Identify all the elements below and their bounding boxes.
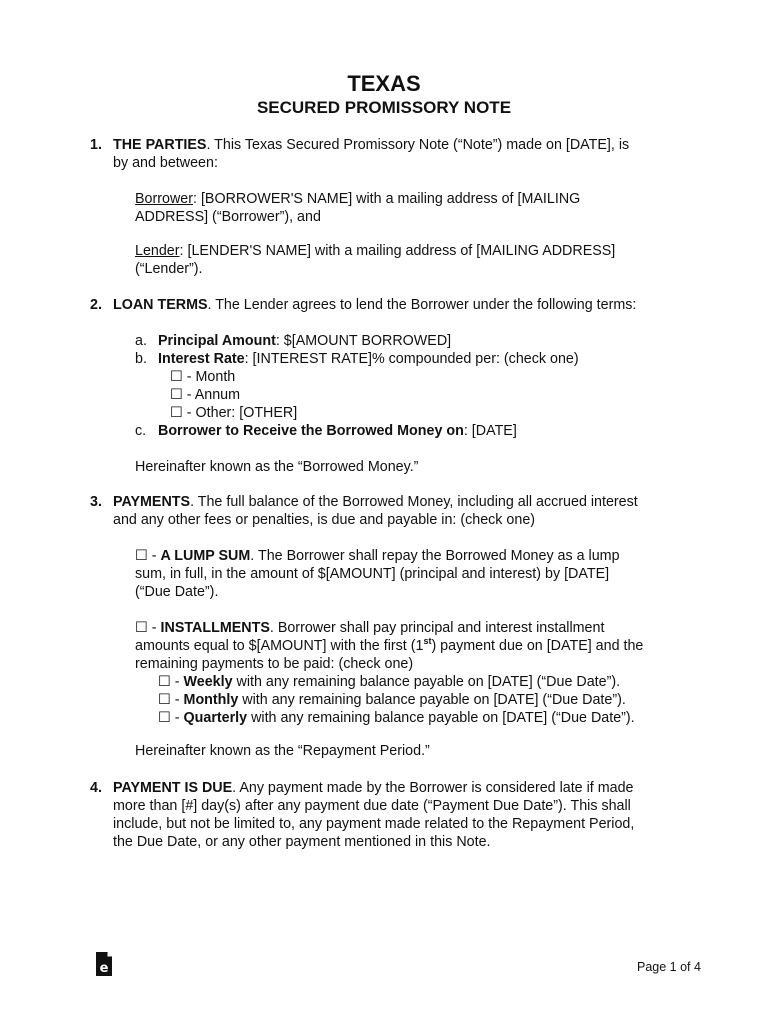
section-body: LOAN TERMS. The Lender agrees to lend the Borrower under the following terms:: [113, 297, 637, 313]
installment-frequency: [158, 673, 635, 727]
section-number: 2.: [90, 297, 102, 313]
borrower-clause: Borrower: [BORROWER'S NAME] with a mailing address of [MAILING ADDRESS] (“Borrower”), and: [135, 191, 581, 225]
section-body: THE PARTIES. This Texas Secured Promissory Note (“Note”) made on [DATE], is by and between:: [113, 137, 630, 171]
section-heading: THE PARTIES: [113, 137, 207, 153]
lender-label: Lender: [135, 243, 180, 259]
lender-clause: Lender: [LENDER'S NAME] with a mailing address of [MAILING ADDRESS] (“Lender”).: [135, 243, 616, 277]
term-principal: a. Principal Amount: $[AMOUNT BORROWED]: [135, 333, 452, 349]
frequency-weekly: ☐ - Weekly with any remaining balance payable on [DATE] (“Due Date”).: [158, 674, 621, 690]
document-subtitle: SECURED PROMISSORY NOTE: [256, 98, 512, 117]
repayment-period-note: Hereinafter known as the “Repayment Period.”: [135, 743, 430, 759]
section-number: 1.: [90, 137, 102, 153]
section-heading: LOAN TERMS: [113, 297, 208, 313]
borrowed-money-note: Hereinafter known as the “Borrowed Money.”: [135, 459, 419, 475]
frequency-quarterly: ☐ - Quarterly with any remaining balance payable on [DATE] (“Due Date”).: [158, 710, 635, 726]
checkbox-monthly[interactable]: ☐ -: [158, 692, 184, 708]
checkbox-option-other[interactable]: ☐ - Other: [OTHER]: [170, 405, 298, 421]
page-number: Page 1 of 4: [637, 960, 701, 974]
section-heading: PAYMENTS: [113, 494, 191, 510]
borrower-label: Borrower: [135, 191, 193, 207]
interest-options: [170, 368, 297, 422]
checkbox-quarterly[interactable]: ☐ -: [158, 710, 184, 726]
section-number: 3.: [90, 494, 102, 510]
section-heading: PAYMENT IS DUE: [113, 780, 233, 796]
section-body: PAYMENTS. The full balance of the Borrowed Money, including all accrued interest and any other fees or penalties, is due and payable in: (check one): [113, 494, 638, 528]
section-number: 4.: [90, 780, 102, 796]
checkbox-option-annum[interactable]: ☐ - Annum: [170, 387, 241, 403]
checkbox-weekly[interactable]: ☐ -: [158, 674, 184, 690]
term-interest-rate: b. Interest Rate: [INTEREST RATE]% compounded per: (check one): [135, 351, 579, 367]
checkbox-lump-sum[interactable]: ☐ -: [135, 548, 161, 564]
option-installments: ☐ - INSTALLMENTS. Borrower shall pay principal and interest installment amounts equal to $[AMOUNT] with the first (1st) payment due on [DATE] and the remaining payments to be paid: (check one): [135, 620, 644, 672]
option-lump-sum: ☐ - A LUMP SUM. The Borrower shall repay the Borrowed Money as a lump sum, in full, in the amount of $[AMOUNT] (principal and interest) by [DATE] (“Due Date”).: [135, 548, 620, 600]
section-body: PAYMENT IS DUE. Any payment made by the Borrower is considered late if made more than [#] day(s) after any payment due date (“Payment Due Date”). This shall include, but not be limited to, any payment made related to the Repayment Period, the Due Date, or any other payment mentioned in this Note.: [113, 780, 635, 850]
svg-text:e: e: [99, 961, 109, 976]
eforms-logo-icon: [94, 951, 114, 977]
checkbox-option-month[interactable]: ☐ - Month: [170, 369, 236, 385]
document-title: TEXAS: [347, 71, 421, 96]
checkbox-installments[interactable]: ☐ -: [135, 620, 161, 636]
frequency-monthly: ☐ - Monthly with any remaining balance payable on [DATE] (“Due Date”).: [158, 692, 626, 708]
term-receive-date: c. Borrower to Receive the Borrowed Money on: [DATE]: [135, 423, 517, 439]
